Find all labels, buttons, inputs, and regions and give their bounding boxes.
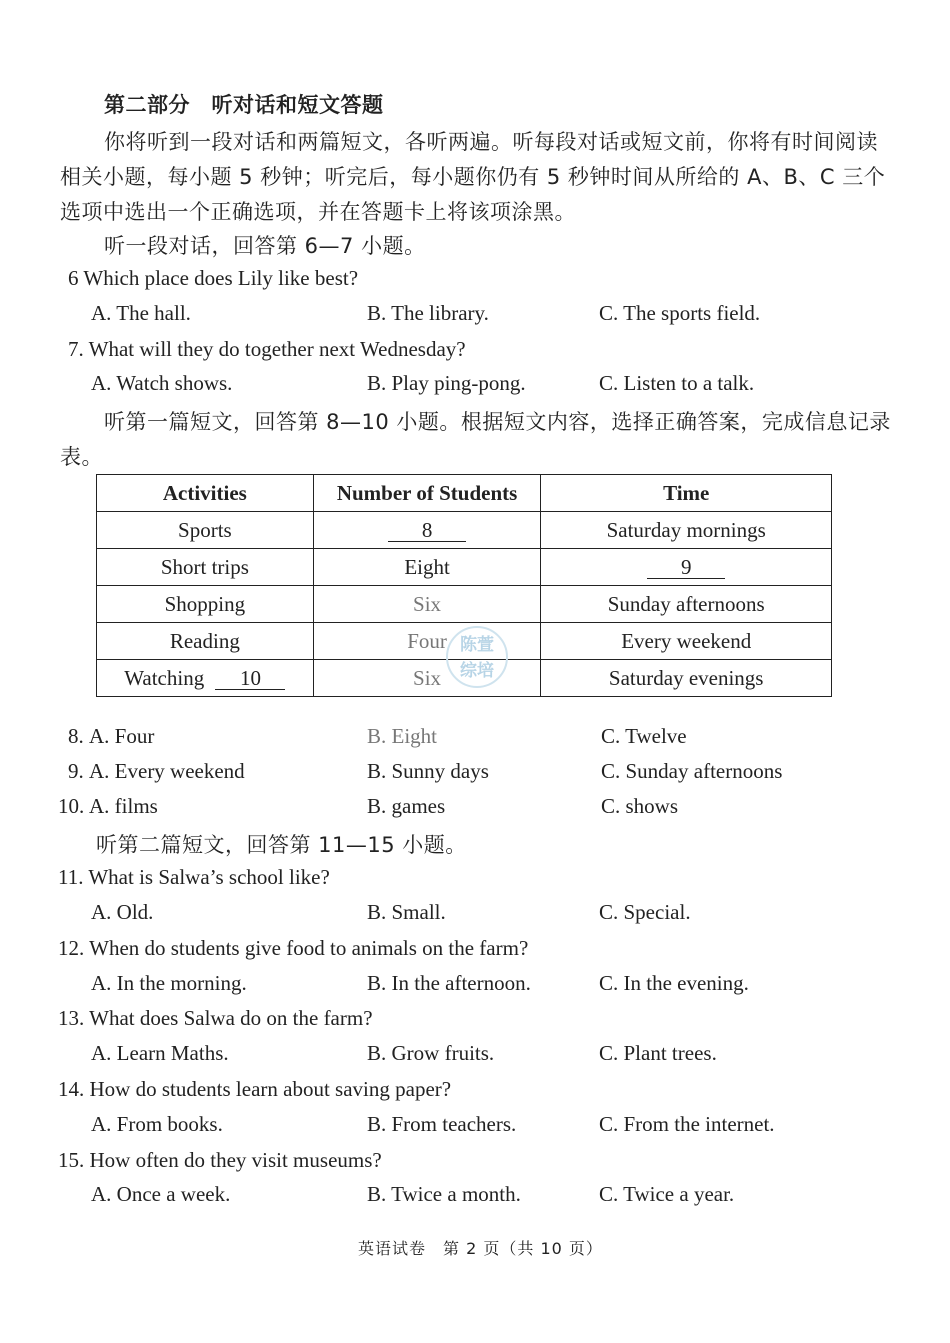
question-10-option-b[interactable]: B. games (367, 794, 446, 818)
number-cell: Six (313, 586, 541, 623)
question-7-stem: 7. What will they do together next Wednesday? (68, 337, 466, 361)
question-6-option-b[interactable]: B. The library. (367, 301, 489, 325)
activity-cell (97, 660, 314, 697)
blank-9[interactable]: 9 (647, 556, 725, 579)
instruction-line-2: 相关小题，每小题 5 秒钟；听完后，每小题你仍有 5 秒钟时间从所给的 A、B、C 三个 (60, 165, 886, 189)
question-8-number: 8. (68, 724, 84, 748)
question-11-option-a[interactable]: A. Old. (91, 900, 154, 924)
question-12-option-c[interactable]: C. In the evening. (599, 971, 749, 995)
question-14-stem: 14. How do students learn about saving paper? (58, 1077, 452, 1101)
activity-cell: Reading (97, 623, 314, 660)
instruction-line-3: 选项中选出一个正确选项，并在答题卡上将该项涂黑。 (60, 200, 576, 224)
table-row (97, 512, 832, 549)
question-14-option-c[interactable]: C. From the internet. (599, 1112, 775, 1136)
question-6-option-a[interactable]: A. The hall. (91, 301, 191, 325)
question-9-option-c[interactable]: C. Sunday afternoons (601, 759, 783, 783)
question-11-option-c[interactable]: C. Special. (599, 900, 691, 924)
activity-cell: Sports (97, 512, 314, 549)
question-15-option-c[interactable]: C. Twice a year. (599, 1182, 735, 1206)
question-9-option-a[interactable]: A. Every weekend (89, 759, 245, 783)
instruction-line-1: 你将听到一段对话和两篇短文，各听两遍。听每段对话或短文前，你将有时间阅读 (104, 130, 878, 154)
number-cell: Eight (313, 549, 541, 586)
question-11-option-b[interactable]: B. Small. (367, 900, 446, 924)
question-15-option-b[interactable]: B. Twice a month. (367, 1182, 521, 1206)
question-13-stem: 13. What does Salwa do on the farm? (58, 1006, 373, 1030)
question-12-option-b[interactable]: B. In the afternoon. (367, 971, 531, 995)
question-11-stem: 11. What is Salwa’s school like? (58, 865, 330, 889)
table-row (97, 549, 832, 586)
question-8-option-c[interactable]: C. Twelve (601, 724, 687, 748)
question-10-option-a[interactable]: A. films (89, 794, 158, 818)
question-6-stem: 6 Which place does Lily like best? (68, 266, 359, 290)
time-cell (541, 549, 832, 586)
question-14-option-b[interactable]: B. From teachers. (367, 1112, 517, 1136)
question-12-stem: 12. When do students give food to animals on the farm? (58, 936, 529, 960)
watermark-stamp: 陈萱 综培 (446, 626, 508, 688)
page-footer: 英语试卷 第 2 页（共 10 页） (358, 1239, 603, 1258)
time-cell: Sunday afternoons (541, 586, 832, 623)
time-cell: Saturday evenings (541, 660, 832, 697)
question-7-option-a[interactable]: A. Watch shows. (91, 371, 233, 395)
question-8-option-b[interactable]: B. Eight (367, 724, 438, 748)
question-6-option-c[interactable]: C. The sports field. (599, 301, 761, 325)
question-13-option-a[interactable]: A. Learn Maths. (91, 1041, 229, 1065)
question-13-option-c[interactable]: C. Plant trees. (599, 1041, 717, 1065)
question-10-number: 10. (58, 794, 85, 818)
table-header-row (97, 475, 832, 512)
number-cell: Six (313, 660, 541, 697)
question-9-option-b[interactable]: B. Sunny days (367, 759, 489, 783)
question-7-option-b[interactable]: B. Play ping-pong. (367, 371, 526, 395)
question-9-number: 9. (68, 759, 84, 783)
header-activities: Activities (97, 475, 314, 512)
part2-intro-line-2: 表。 (60, 445, 103, 469)
question-15-stem: 15. How often do they visit museums? (58, 1148, 382, 1172)
question-15-option-a[interactable]: A. Once a week. (91, 1182, 231, 1206)
blank-8[interactable]: 8 (388, 519, 466, 542)
section-title: 第二部分 听对话和短文答题 (104, 93, 384, 117)
time-cell: Saturday mornings (541, 512, 832, 549)
question-14-option-a[interactable]: A. From books. (91, 1112, 223, 1136)
time-cell: Every weekend (541, 623, 832, 660)
activity-cell: Short trips (97, 549, 314, 586)
question-8-option-a[interactable]: A. Four (89, 724, 155, 748)
number-cell (313, 512, 541, 549)
question-7-option-c[interactable]: C. Listen to a talk. (599, 371, 755, 395)
number-cell: Four (313, 623, 541, 660)
activity-cell: Shopping (97, 586, 314, 623)
question-13-option-b[interactable]: B. Grow fruits. (367, 1041, 495, 1065)
question-12-option-a[interactable]: A. In the morning. (91, 971, 247, 995)
part1-intro: 听一段对话，回答第 6—7 小题。 (104, 234, 426, 258)
question-10-option-c[interactable]: C. shows (601, 794, 679, 818)
header-number: Number of Students (313, 475, 541, 512)
part2-intro-line-1: 听第一篇短文，回答第 8—10 小题。根据短文内容，选择正确答案，完成信息记录 (104, 410, 891, 434)
part3-intro: 听第二篇短文，回答第 11—15 小题。 (96, 833, 467, 857)
activity-label: Watching (124, 665, 205, 690)
header-time: Time (541, 475, 832, 512)
table-row (97, 586, 832, 623)
blank-10[interactable]: 10 (215, 667, 285, 690)
